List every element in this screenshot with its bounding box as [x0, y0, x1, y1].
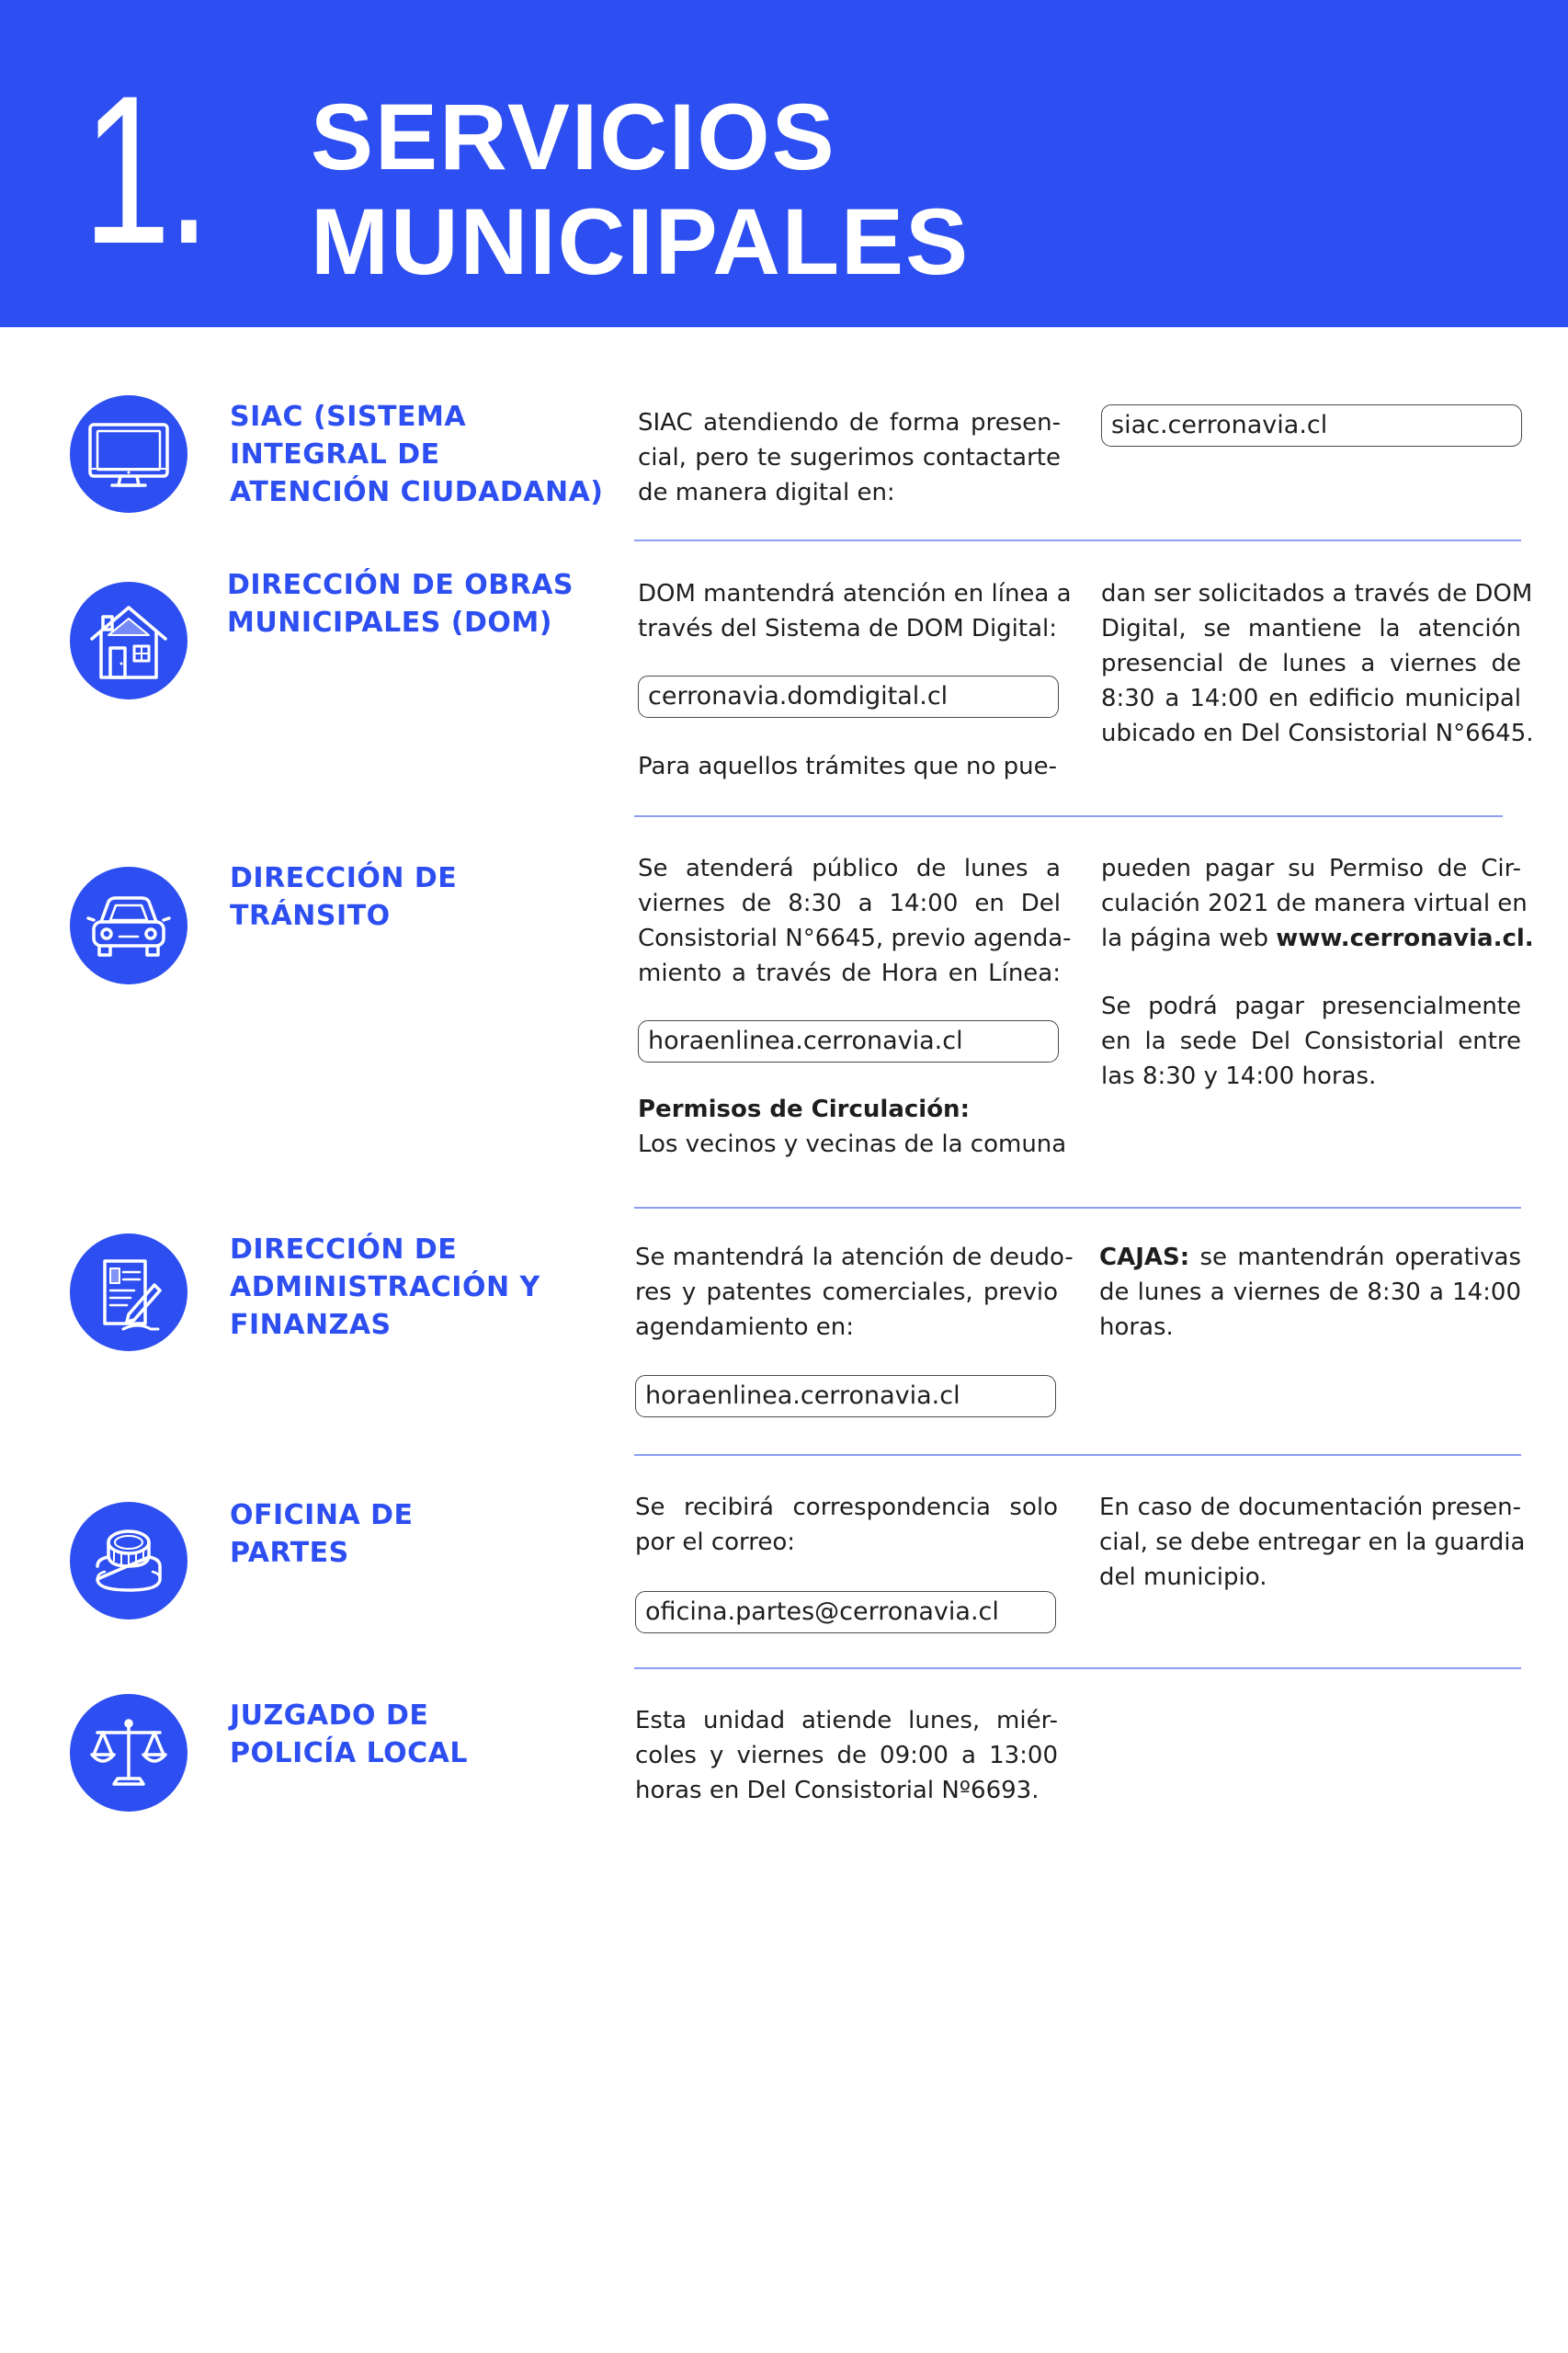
cajas-label: CAJAS: [1099, 1244, 1190, 1271]
text-line: Se recibirá correspondencia solo [635, 1494, 1058, 1521]
coins-stack-icon [70, 1502, 187, 1620]
text-line: cial, pero te sugerimos contactarte [638, 444, 1061, 472]
text-line: SIAC atendiendo de forma presen- [638, 409, 1061, 437]
dom-hours [1101, 576, 1534, 751]
text-line: presencial de lunes a viernes de [1101, 650, 1521, 677]
dept-title-line: OFICINA DE [230, 1499, 414, 1531]
juzgado-description [635, 1703, 1058, 1808]
divider [634, 1207, 1521, 1209]
partes-presencial [1099, 1490, 1526, 1595]
text-line: Esta unidad atiende lunes, miér- [635, 1707, 1058, 1734]
text-fragment: la página web [1101, 925, 1277, 952]
text-line: horas. [1099, 1313, 1174, 1341]
computer-monitor-icon [70, 395, 187, 513]
dept-title-line: SIAC (SISTEMA [230, 401, 467, 433]
section-number: 1. [83, 51, 207, 288]
text-line: por el correo: [635, 1529, 796, 1556]
text-line: ubicado en Del Consistorial N°6645. [1101, 720, 1534, 747]
text-line: culación 2021 de manera virtual en [1101, 890, 1528, 917]
dept-title-juzgado [230, 1697, 597, 1772]
text-line: En caso de documentación presen- [1099, 1494, 1521, 1521]
dept-title-line: JUZGADO DE [230, 1699, 429, 1732]
dept-title-line: DIRECCIÓN DE [230, 1233, 458, 1266]
text-line: 8:30 a 14:00 en edificio municipal [1101, 685, 1521, 712]
text-line: res y patentes comerciales, previo [635, 1279, 1058, 1306]
text-line [1101, 921, 1534, 956]
text-line: coles y viernes de 09:00 a 13:00 [635, 1742, 1058, 1769]
dom-description [638, 576, 1072, 646]
dept-title-line: POLICÍA LOCAL [230, 1737, 469, 1769]
dom-description-continued [638, 749, 1061, 784]
text-line: agendamiento en: [635, 1313, 854, 1341]
dept-title-transito [230, 859, 597, 935]
divider [634, 815, 1503, 817]
divider [634, 540, 1521, 541]
text-fragment: se mantendrán operativas [1189, 1244, 1521, 1271]
page-title [311, 85, 970, 294]
car-icon [70, 867, 187, 984]
dept-title-siac [230, 398, 604, 511]
transito-permisos-detail [1101, 851, 1534, 956]
text-line: través del Sistema de DOM Digital: [638, 615, 1058, 642]
page-title-line: MUNICIPALES [311, 189, 971, 294]
text-line: Se podrá pagar presencialmente [1101, 993, 1521, 1020]
text-line: viernes de 8:30 a 14:00 en Del [638, 890, 1061, 917]
text-line: Digital, se mantiene la atención [1101, 615, 1521, 642]
finanzas-link[interactable]: horaenlinea.cerronavia.cl [635, 1375, 1056, 1417]
divider [634, 1667, 1521, 1669]
text-line: las 8:30 y 14:00 horas. [1101, 1063, 1377, 1090]
text-line: del municipio. [1099, 1563, 1267, 1591]
permisos-heading: Permisos de Circulación: [638, 1096, 970, 1123]
permisos-circulacion [638, 1092, 1067, 1162]
house-icon [70, 582, 187, 699]
text-line: cial, se debe entregar en la guardia [1099, 1529, 1526, 1556]
text-line: horas en Del Consistorial Nº6693. [635, 1777, 1040, 1804]
text-line: Los vecinos y vecinas de la comuna [638, 1131, 1067, 1158]
website-link[interactable]: www.cerronavia.cl. [1276, 925, 1534, 952]
text-line: pueden pagar su Permiso de Cir- [1101, 855, 1521, 882]
dept-title-line: TRÁNSITO [230, 900, 391, 932]
text-line: en la sede Del Consistorial entre [1101, 1028, 1521, 1055]
text-line: de lunes a viernes de 8:30 a 14:00 [1099, 1279, 1521, 1306]
text-line: Para aquellos trámites que no pue- [638, 753, 1058, 780]
siac-link[interactable]: siac.cerronavia.cl [1101, 404, 1522, 447]
transito-description [638, 851, 1072, 991]
text-line [1099, 1240, 1521, 1275]
dom-link[interactable]: cerronavia.domdigital.cl [638, 676, 1059, 718]
transito-link[interactable]: horaenlinea.cerronavia.cl [638, 1020, 1059, 1063]
siac-description [638, 405, 1061, 510]
finanzas-description [635, 1240, 1074, 1345]
cajas-info [1099, 1240, 1521, 1345]
dept-title-line: DIRECCIÓN DE OBRAS [227, 569, 574, 601]
dept-title-finanzas [230, 1231, 597, 1344]
dept-title-dom [227, 566, 595, 642]
divider [634, 1454, 1521, 1456]
document-form-icon [70, 1233, 187, 1351]
text-line: Se mantendrá la atención de deudo- [635, 1244, 1074, 1271]
text-line: DOM mantendrá atención en línea a [638, 580, 1072, 608]
text-line: dan ser solicitados a través de DOM [1101, 580, 1533, 608]
scales-of-justice-icon [70, 1694, 187, 1812]
dept-title-line: INTEGRAL DE [230, 438, 440, 471]
partes-email-link[interactable]: oficina.partes@cerronavia.cl [635, 1591, 1056, 1633]
dept-title-line: ADMINISTRACIÓN Y [230, 1271, 540, 1303]
page-title-line: SERVICIOS [311, 85, 836, 189]
partes-description [635, 1490, 1058, 1560]
text-line: Consistorial N°6645, previo agenda- [638, 925, 1072, 952]
dept-title-partes [230, 1496, 597, 1572]
transito-presencial [1101, 989, 1521, 1094]
text-line: de manera digital en: [638, 479, 895, 506]
dept-title-line: ATENCIÓN CIUDADANA) [230, 476, 604, 508]
text-line: Se atenderá público de lunes a [638, 855, 1061, 882]
dept-title-line: FINANZAS [230, 1309, 392, 1341]
dept-title-line: PARTES [230, 1537, 349, 1569]
dept-title-line: DIRECCIÓN DE [230, 862, 458, 894]
text-line: miento a través de Hora en Línea: [638, 960, 1061, 987]
dept-title-line: MUNICIPALES (DOM) [227, 607, 552, 639]
header-banner [0, 0, 1568, 327]
